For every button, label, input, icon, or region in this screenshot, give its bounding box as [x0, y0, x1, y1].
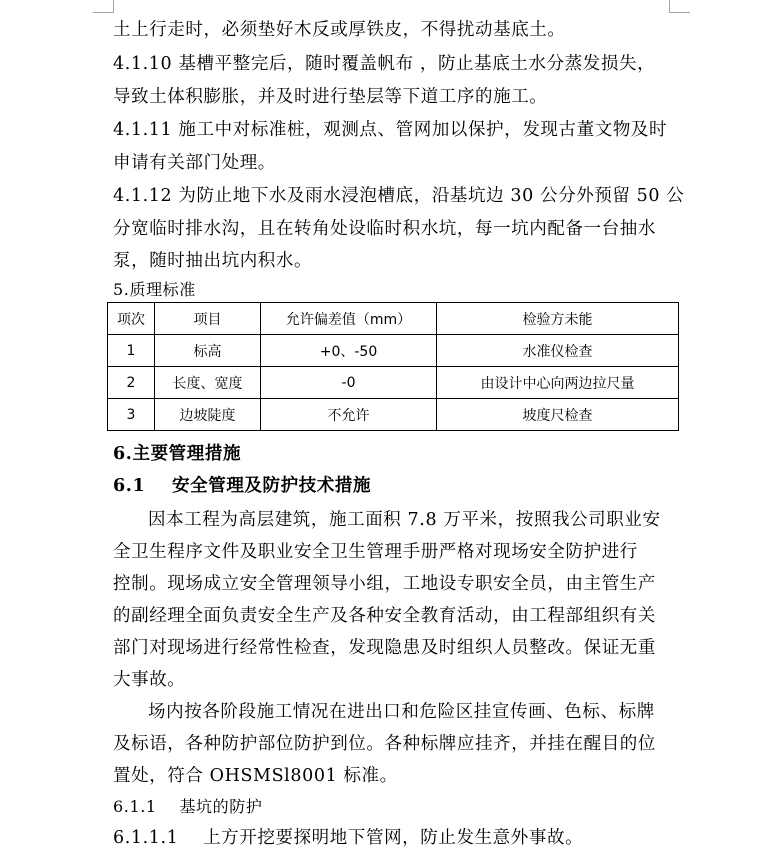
table-cell: 长度、宽度 [155, 367, 261, 399]
table-cell: 边坡陡度 [155, 399, 261, 431]
table-cell: 水准仪检查 [437, 335, 679, 367]
paragraph-line: 申请有关部门处理。 [113, 153, 276, 173]
section-heading-6-1: 6.1 安全管理及防护技术措施 [113, 476, 372, 496]
paragraph-line: 泵，随时抽出坑内积水。 [113, 251, 313, 271]
paragraph-line: 部门对现场进行经常性检查，发现隐患及时组织人员整改。保证无重 [113, 638, 656, 658]
paragraph-line: 的副经理全面负责安全生产及各种安全教育活动，由工程部组织有关 [113, 606, 656, 626]
table-row [108, 335, 679, 367]
paragraph-line: 因本工程为高层建筑，施工面积 7.8 万平米，按照我公司职业安 [148, 510, 661, 530]
paragraph-line: 大事故。 [113, 670, 186, 690]
header-cell: 项目 [155, 303, 261, 335]
section-heading-6-1-1: 6.1.1 基坑的防护 [113, 797, 263, 816]
table-cell: 坡度尺检查 [437, 399, 679, 431]
paragraph-line: 及标语，各种防护部位防护到位。各种标牌应挂齐，并挂在醒目的位 [113, 734, 656, 754]
header-cell: 项次 [108, 303, 155, 335]
paragraph-line: 控制。现场成立安全管理领导小组，工地设专职安全员，由主管生产 [113, 574, 656, 594]
clause-4-1-11: 4.1.11 施工中对标准桩，观测点、管网加以保护，发现古董文物及时 [113, 120, 668, 140]
table-cell: 1 [108, 335, 155, 367]
paragraph-line: 全卫生程序文件及职业安全卫生管理手册严格对现场安全防护进行 [113, 542, 638, 562]
table-cell: 由设计中心向两边拉尺量 [437, 367, 679, 399]
page-corner-mark-left [93, 0, 114, 13]
clause-4-1-12: 4.1.12 为防止地下水及雨水浸泡槽底，沿基坑边 30 公分外预留 50 公 [113, 186, 685, 206]
clause-4-1-10: 4.1.10 基槽平整完后，随时覆盖帆布 ，防止基底土水分蒸发损失， [113, 54, 656, 74]
section-heading-5: 5.质理标准 [113, 280, 196, 299]
section-heading-6: 6.主要管理措施 [113, 444, 242, 464]
table-row [108, 399, 679, 431]
table-cell: 不允许 [261, 399, 437, 431]
table-cell: +0、-50 [261, 335, 437, 367]
table-cell: -0 [261, 367, 437, 399]
paragraph-line: 场内按各阶段施工情况在进出口和危险区挂宣传画、色标、标牌 [148, 702, 655, 722]
paragraph-line: 土上行走时，必须垫好木反或厚铁皮，不得扰动基底土。 [113, 20, 566, 40]
table-header-row [108, 303, 679, 335]
header-cell: 检验方未能 [437, 303, 679, 335]
paragraph-line: 置处，符合 OHSMSl8001 标准。 [113, 766, 398, 786]
table-row [108, 367, 679, 399]
table-cell: 2 [108, 367, 155, 399]
header-cell: 允许偏差值（mm） [261, 303, 437, 335]
table-cell: 3 [108, 399, 155, 431]
clause-6-1-1-1: 6.1.1.1 上方开挖要探明地下管网，防止发生意外事故。 [113, 828, 584, 848]
paragraph-line: 分宽临时排水沟，且在转角处设临时积水坑，每一坑内配备一台抽水 [113, 219, 656, 239]
page-corner-mark-right [669, 0, 690, 13]
paragraph-line: 导致土体积膨胀，并及时进行垫层等下道工序的施工。 [113, 87, 548, 107]
quality-standard-table [107, 302, 679, 431]
table-cell: 标高 [155, 335, 261, 367]
